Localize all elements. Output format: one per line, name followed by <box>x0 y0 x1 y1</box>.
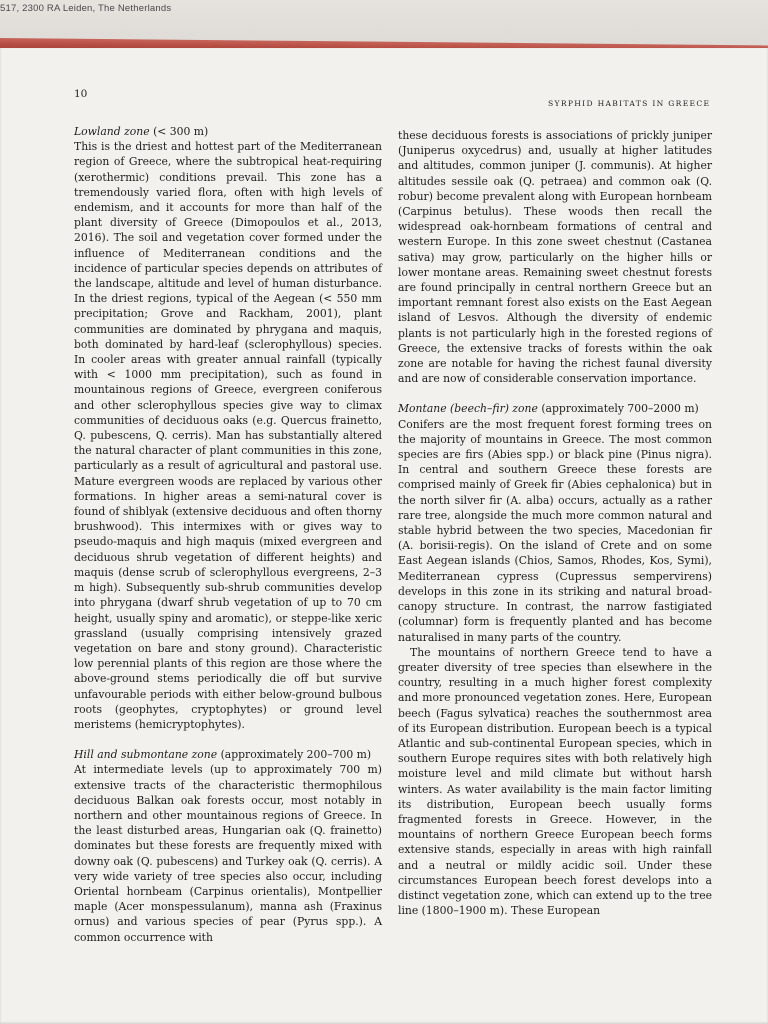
lowland-heading <box>74 124 382 139</box>
montane-heading-range: (approximately 700–2000 m) <box>541 402 699 416</box>
montane-heading <box>398 401 712 416</box>
continuation-paragraph: these deciduous forests is associations of prickly juniper (Juniperus oxycedrus) and, usually at higher latitudes and altitudes, common juniper (J. communis). At higher altitudes sessile oak (Q. petraea) and common oak (Q. robur) become prevalent along with European hornbeam (Carpinus betulus). These woods then recall the widespread oak-hornbeam formations of central and western Europe. In this zone sweet chestnut (Castanea sativa) may grow, particularly on the higher hills or lower montane areas. Remaining sweet chestnut forests are found principally in central northern Greece but an important remnant forest also exists on the East Aegean island of Lesvos. Although the diversity of endemic plants is not particularly high in the forested regions of Greece, the extensive tracks of forests within the oak zone are notable for having the richest faunal diversity and are now of considerable conservation importance. <box>398 129 712 386</box>
lowland-paragraph: This is the driest and hottest part of the Mediterranean region of Greece, where the subtropical heat-requiring (xerothermic) conditions prevail. This zone has a tremendously varied flora, often with high levels of endemism, and it accounts for more than half of the plant diversity of Greece (Dimopoulos et al., 2013, 2016). The soil and vegetation cover formed under the influence of Mediterranean conditions and the incidence of particular species depends on attributes of the landscape, altitude and level of human disturbance. In the driest regions, typical of the Aegean (< 550 mm precipitation; Grove and Rackham, 2001), plant communities are dominated by phrygana and maquis, both dominated by hard-leaf (sclerophyllous) species. In cooler areas with greater annual rainfall (typically with < 1000 mm precipitation), such as found in mountainous regions of Greece, evergreen coniferous and other sclerophyllous species give way to climax communities of deciduous oaks (e.g. Quercus frainetto, Q. pubescens, Q. cerris). Man has substantially altered the natural character of plant communities in this zone, particularly as a result of agricultural and pastoral use. Mature evergreen woods are replaced by various other formations. In higher areas a semi-natural cover is found of shiblyak (extensive deciduous and often thorny brushwood). This intermixes with or gives way to pseudo-maquis and high maquis (mixed evergreen and deciduous shrub vegetation of different heights) and maquis (dense scrub of sclerophyllous evergreens, 2–3 m high). Subsequently sub-shrub communities develop into phrygana (dwarf shrub vegetation of up to 70 cm height, usually spiny and aromatic), or steppe-like xeric grassland (usually comprising intensively grazed vegetation on bare and stony ground). Characteristic low perennial plants of this region are those where the above-ground stems periodically die off but survive unfavourable periods with either below-ground bulbous roots (geophytes, cryptophytes) or ground level meristems (hemicryptophytes). <box>74 140 382 731</box>
right-column <box>398 128 712 918</box>
hill-heading-range: (approximately 200–700 m) <box>220 748 372 762</box>
montane-paragraph-2: The mountains of northern Greece tend to have a greater diversity of tree species than elsewhere in the country, resulting in a much higher forest complexity and more pronounced vegetation zones. Here, European beech (Fagus sylvatica) reaches the southernmost area of its European distribution. European beech is a typical Atlantic and sub-continental European species, which in southern Europe requires sites with both relatively high moisture level and mild climate but without harsh winters. As water availability is the main factor limiting its distribution, European beech usually forms fragmented forests in Greece. However, in the mountains of northern Greece European beech forms extensive stands, especially in areas with high rainfall and a neutral or mildly acidic soil. Under these circumstances European beech forest develops into a distinct vegetation zone, which can extend up to the tree line (1800–1900 m). These European <box>398 645 712 918</box>
montane-paragraph: Conifers are the most frequent forest forming trees on the majority of mountains in Greece. The most common species are firs (Abies spp.) or black pine (Pinus nigra). In central and southern Greece these forests are comprised mainly of Greek fir (Abies cephalonica) but in the north silver fir (A. alba) occurs, actually as a rather rare tree, alongside the much more common natural and stable hybrid between the two species, Macedonian fir (A. borisii-regis). On the island of Crete and on some East Aegean islands (Chios, Samos, Rhodes, Kos, Symi), Mediterranean cypress (Cupressus sempervirens) develops in this zone in its striking and natural broad-canopy structure. In contrast, the narrow fastigiated (columnar) form is frequently planted and has become naturalised in many parts of the country. <box>398 417 712 644</box>
left-column <box>74 124 382 945</box>
lowland-heading-range: (< 300 m) <box>153 125 209 138</box>
lowland-heading-title: Lowland zone <box>74 125 150 138</box>
book-page <box>0 48 768 1024</box>
hill-heading-title: Hill and submontane zone <box>74 748 218 762</box>
hill-heading <box>74 747 382 762</box>
montane-heading-title: Montane (beech–fir) zone <box>398 402 538 416</box>
hill-paragraph: At intermediate levels (up to approximately 700 m) extensive tracts of the characteristic thermophilous deciduous Balkan oak forests occur, most notably in northern and other mountainous regions of Greece. In the least disturbed areas, Hungarian oak (Q. frainetto) dominates but these forests are frequently mixed with downy oak (Q. pubescens) and Turkey oak (Q. cerris). A very wide variety of tree species also occur, including Oriental hornbeam (Carpinus orientalis), Montpellier maple (Acer monspessulanum), manna ash (Fraxinus ornus) and various species of pear (Pyrus spp.). A common occurrence with <box>74 763 382 944</box>
previous-page-footer: 517, 2300 RA Leiden, The Netherlands <box>0 3 172 14</box>
page-number: 10 <box>74 88 88 100</box>
running-head: SYRPHID HABITATS IN GREECE <box>548 99 711 108</box>
